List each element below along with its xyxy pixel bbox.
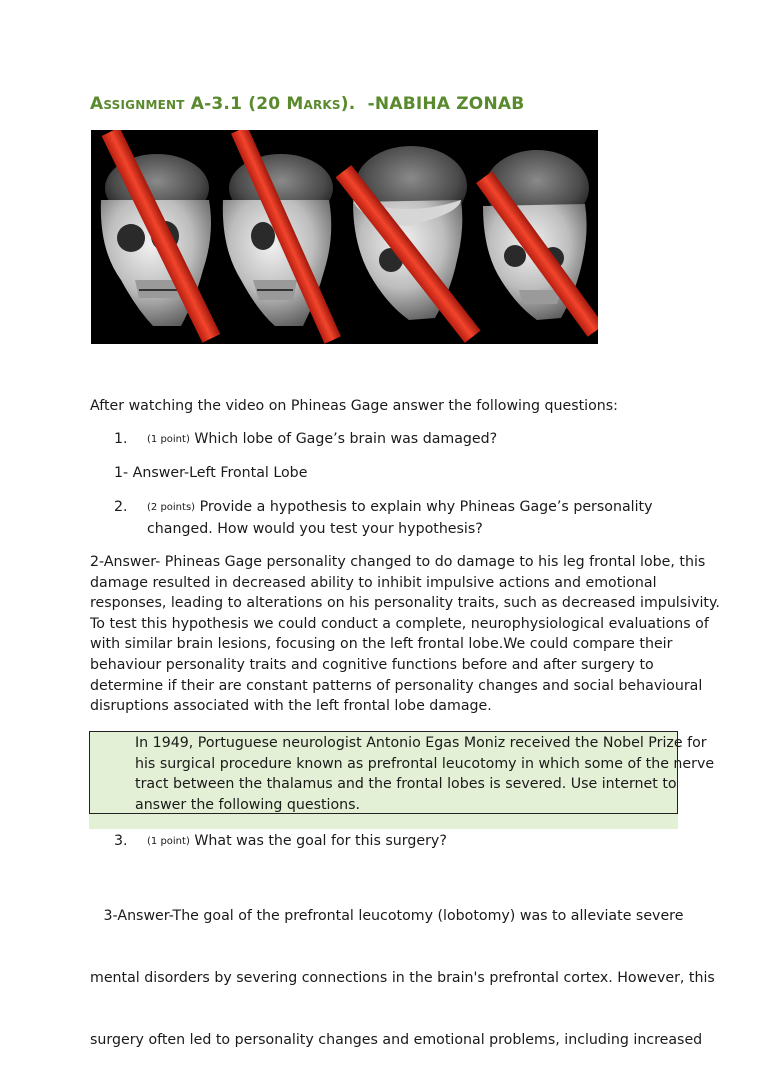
question-2-text [147, 497, 652, 539]
skull-1 [101, 130, 221, 343]
question-2-points: (2 points) [147, 502, 196, 513]
title-marks-close: ). [340, 94, 356, 114]
answer-3-line: 3-Answer-The goal of the prefrontal leucotomy (lobotomy) was to alleviate severe [90, 908, 684, 925]
answer-3 [90, 865, 715, 1092]
answer-3-line: surgery often led to personality changes and emotional problems, including increased [90, 1031, 703, 1048]
answer-2-line: To test this hypothesis we could conduct a complete, neurophysiological evaluations of [90, 615, 709, 632]
question-1-line: Which lobe of Gage’s brain was damaged? [194, 431, 498, 447]
title-assignment-word: Assignment [90, 94, 185, 114]
question-3-line: What was the goal for this surgery? [194, 833, 447, 849]
question-1-text [147, 429, 497, 451]
answer-2-line: damage resulted in decreased ability to inhibit impulsive actions and emotional [90, 574, 657, 591]
answer-3-line: mental disorders by severing connections in the brain's prefrontal cortex. However, this [90, 969, 715, 986]
callout-text [135, 733, 714, 815]
skull-4 [476, 150, 598, 337]
question-1-points: (1 point) [147, 434, 190, 445]
answer-2-line: 2-Answer- Phineas Gage personality changed to do damage to his leg frontal lobe, this [90, 554, 706, 570]
question-2-line-2: changed. How would you test your hypothesis? [147, 520, 483, 537]
title-marks-word: Marks [286, 94, 341, 114]
answer-2-line: disruptions associated with the left frontal lobe damage. [90, 698, 492, 715]
answer-1: 1- Answer-Left Frontal Lobe [114, 465, 308, 481]
callout-line: In 1949, Portuguese neurologist Antonio Egas Moniz received the Nobel Prize for [135, 735, 707, 751]
question-2-line-1: Provide a hypothesis to explain why Phineas Gage’s personality [199, 499, 653, 515]
callout-line: his surgical procedure known as prefrontal leucotomy in which some of the nerve [135, 755, 715, 772]
answer-2 [90, 552, 720, 717]
assignment-title [90, 94, 524, 114]
question-2-number: 2. [114, 499, 128, 515]
answer-2-line: determine if their are constant patterns of personality changes and social behavioural [90, 677, 703, 694]
skull-illustration [91, 130, 598, 344]
skull-3 [336, 146, 481, 343]
intro-text: After watching the video on Phineas Gage answer the following questions: [90, 398, 618, 414]
title-marks-open: (20 [248, 94, 281, 114]
phineas-gage-skull-image [91, 130, 598, 344]
question-3-text [147, 831, 447, 853]
question-1-number: 1. [114, 431, 128, 447]
answer-2-line: with similar brain lesions, focusing on the left frontal lobe.We could compare their [90, 636, 673, 653]
callout-shading [89, 814, 678, 829]
answer-2-line: responses, leading to alterations on his personality traits, such as decreased impulsivity. [90, 595, 720, 612]
title-code: A-3.1 [190, 94, 243, 114]
question-3-number: 3. [114, 833, 128, 849]
answer-2-line: behaviour personality traits and cognitive functions before and after surgery to [90, 656, 654, 673]
skull-2 [223, 130, 341, 344]
title-author: -NABIHA ZONAB [367, 94, 525, 114]
callout-line: answer the following questions. [135, 796, 361, 813]
question-3-points: (1 point) [147, 836, 190, 847]
callout-line: tract between the thalamus and the frontal lobes is severed. Use internet to [135, 776, 677, 793]
